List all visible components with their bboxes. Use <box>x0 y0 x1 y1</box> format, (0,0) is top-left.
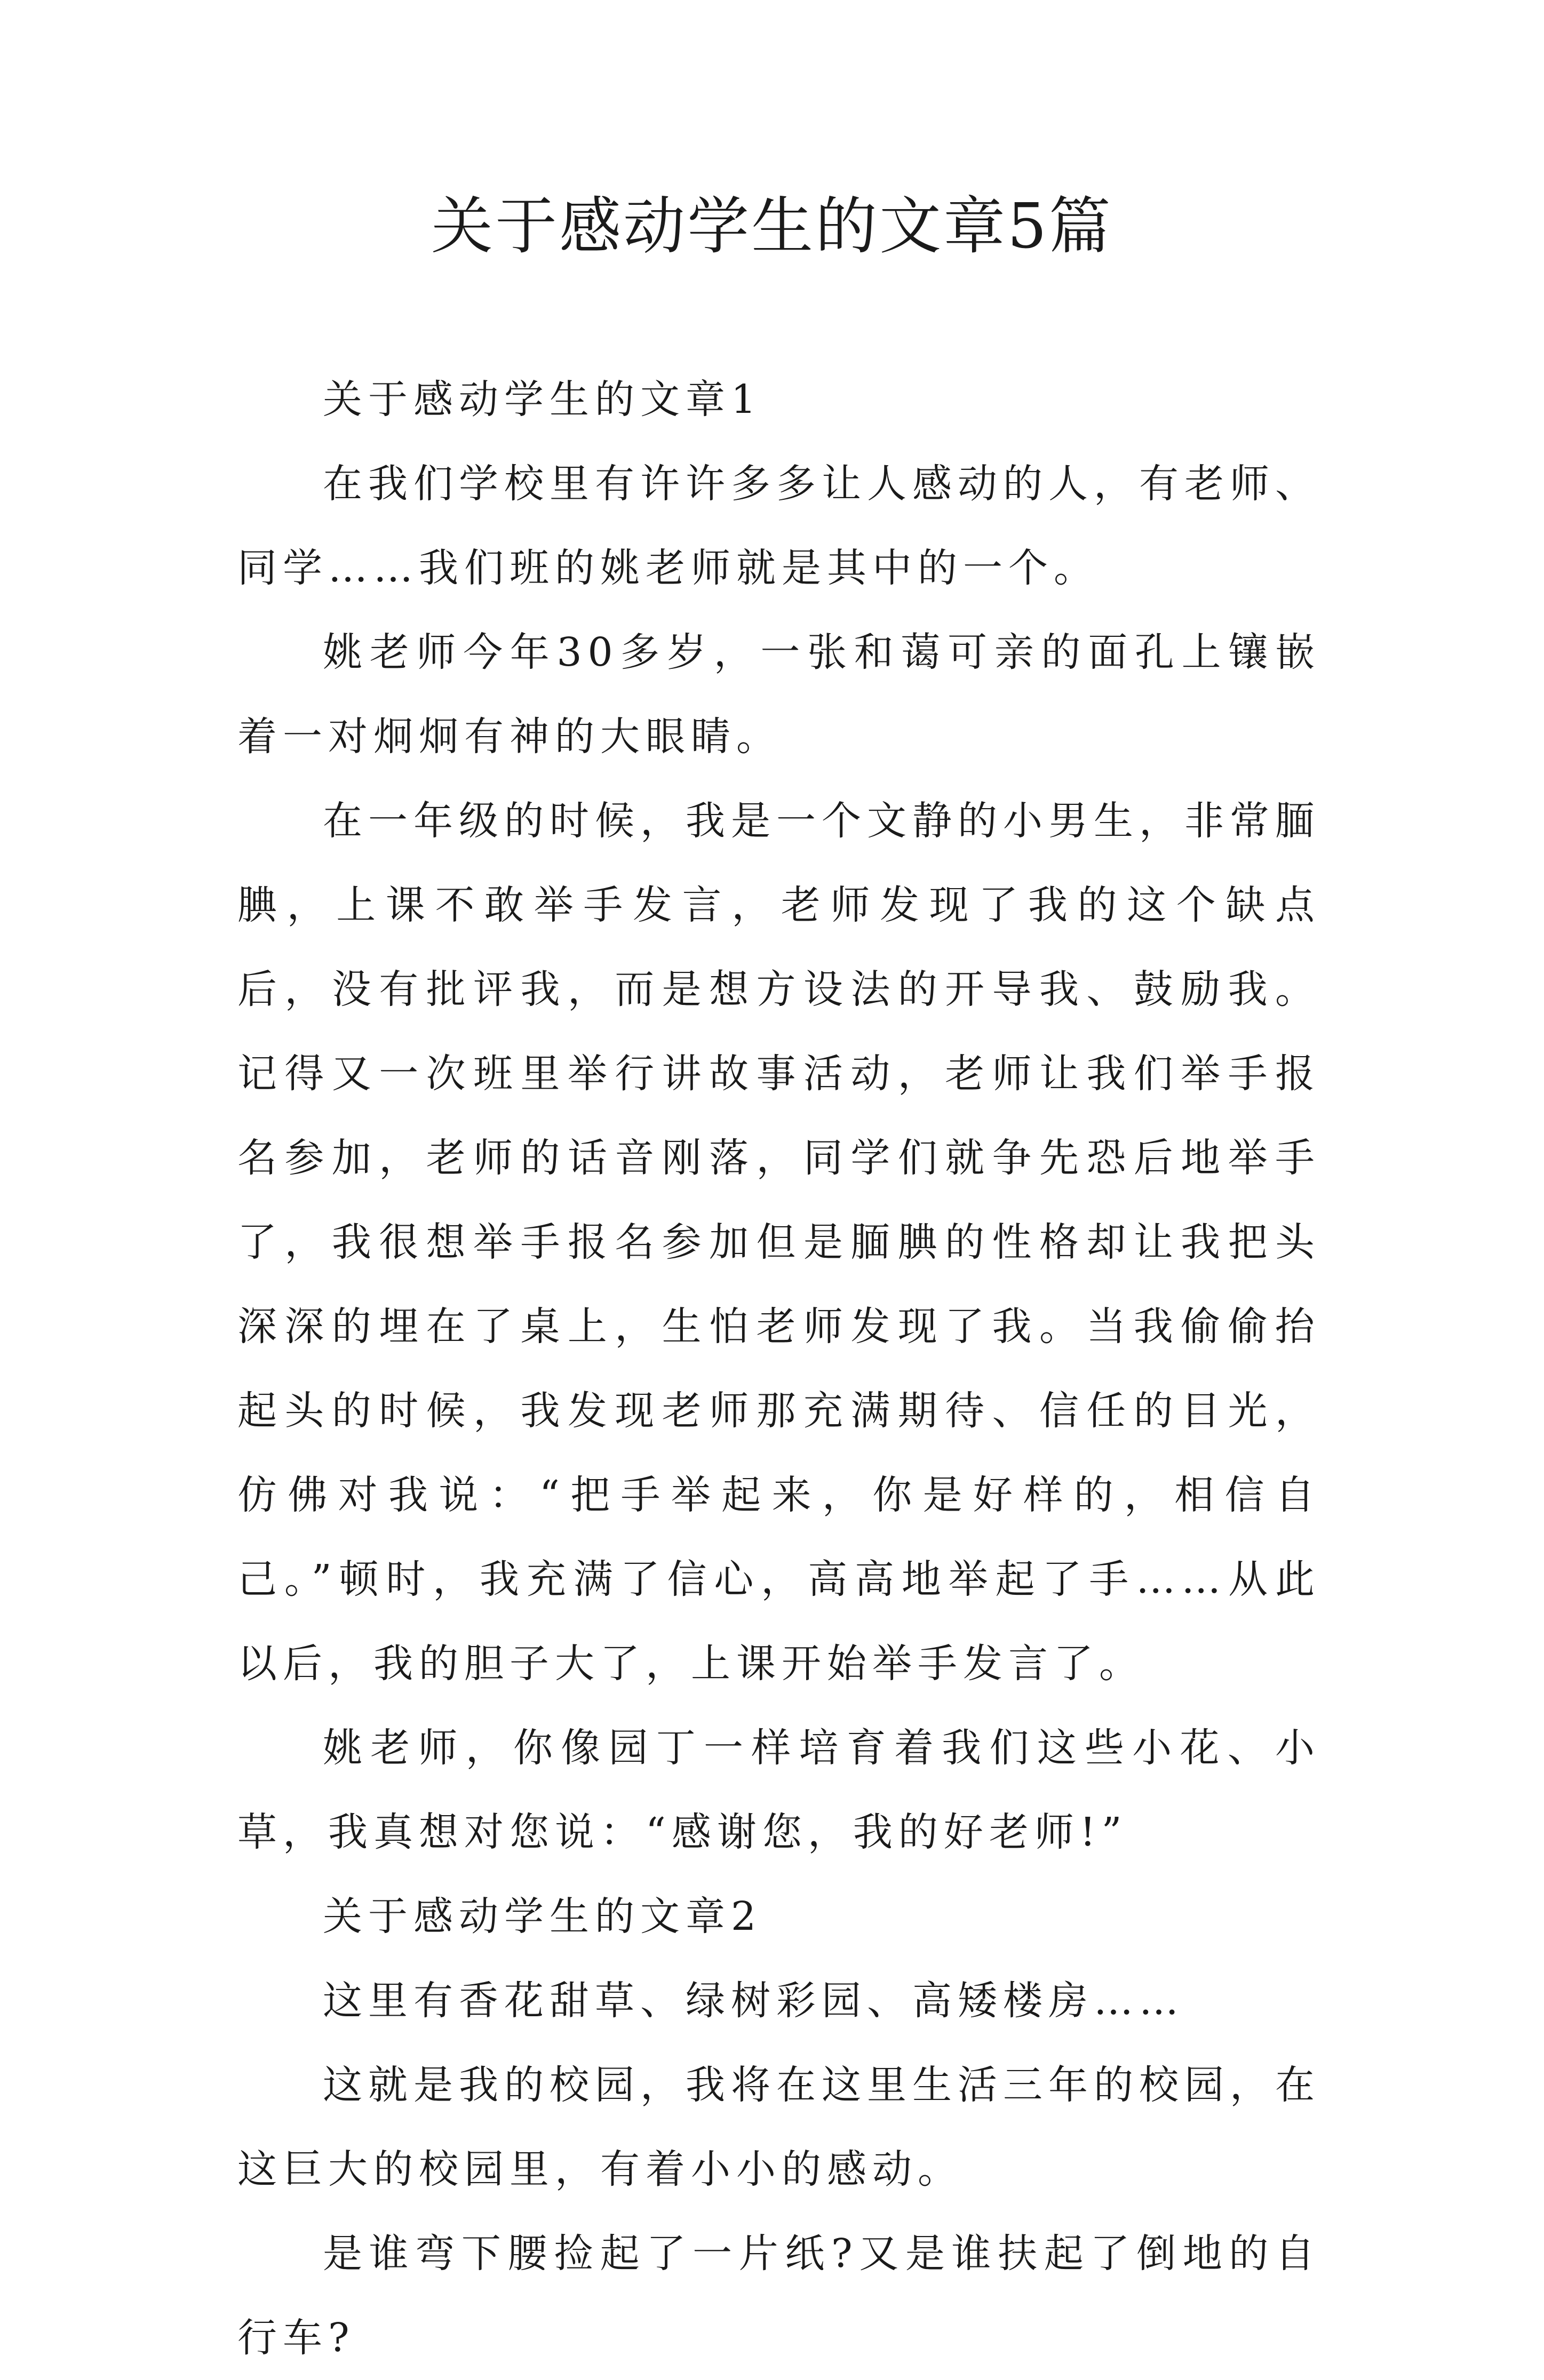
paragraph: 这就是我的校园，我将在这里生活三年的校园，在这巨大的校园里，有着小小的感动。 <box>237 2062 1320 2192</box>
paragraph: 在我们学校里有许许多多让人感动的人，有老师、同学……我们班的姚老师就是其中的一个。 <box>237 461 1320 591</box>
document-body <box>237 357 1320 2380</box>
paragraph: 在一年级的时候，我是一个文静的小男生，非常腼腆，上课不敢举手发言，老师发现了我的这个缺点后，没有批评我，而是想方设法的开导我、鼓励我。记得又一次班里举行讲故事活动，老师让我们举手报名参加，老师的话音刚落，同学们就争先恐后地举手了，我很想举手报名参加但是腼腆的性格却让我把头深深的埋在了桌上，生怕老师发现了我。当我偷偷抬起头的时候，我发现老师那充满期待、信任的目光，仿佛对我说：“把手举起来，你是好样的，相信自己。”顿时，我充满了信心，高高地举起了手……从此以后，我的胆子大了，上课开始举手发言了。 <box>237 798 1320 1687</box>
section-heading: 关于感动学生的文章1 <box>323 377 762 422</box>
document-title: 关于感动学生的文章5篇 <box>431 190 1113 262</box>
paragraph: 姚老师，你像园丁一样培育着我们这些小花、小草，我真想对您说：“感谢您，我的好老师!” <box>237 1725 1320 1855</box>
section-heading: 关于感动学生的文章2 <box>323 1894 762 1939</box>
paragraph: 这里有香花甜草、绿树彩园、高矮楼房…… <box>323 1978 1184 2024</box>
paragraph: 是谁弯下腰捡起了一片纸?又是谁扶起了倒地的自行车? <box>237 2231 1320 2361</box>
paragraph: 姚老师今年30多岁，一张和蔼可亲的面孔上镶嵌着一对炯炯有神的大眼睛。 <box>237 629 1320 760</box>
